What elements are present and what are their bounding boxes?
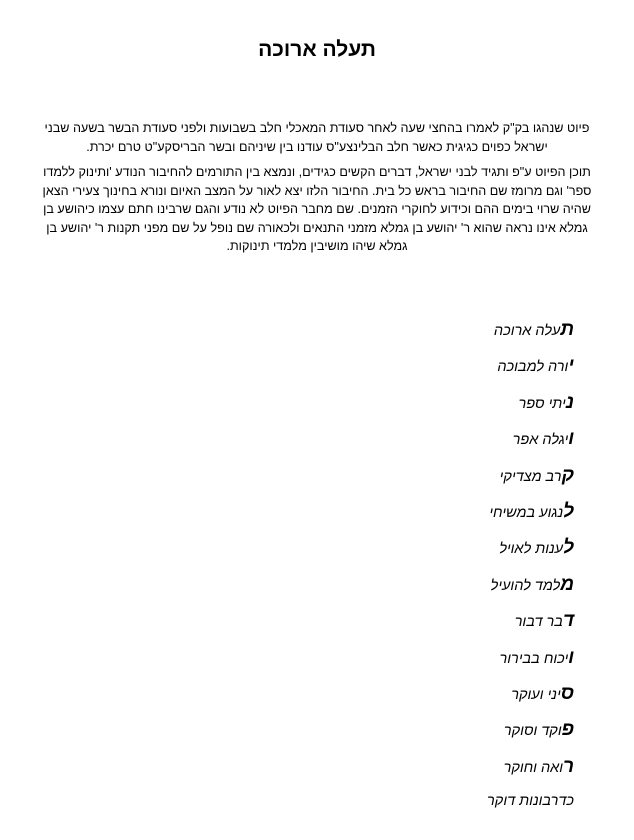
poem-line-text: ורה למבוכה [497,359,569,376]
poem-line-text: עלה ארוכה [493,323,561,339]
acrostic-letter: ד [562,610,574,632]
acrostic-letter: ת [560,319,574,340]
acrostic-letter: נ [565,391,574,413]
poem-line [274,530,574,566]
poem-line-text: בר דבור [514,614,563,631]
poem-line [274,785,574,815]
poem-line-text: יני ועוקר [511,686,561,703]
acrostic-letter: פ [561,719,574,741]
poem-line-text: ואה וחוקר [503,759,564,776]
poem-line-text: וקד וסוקר [503,723,562,740]
poem-line-text: רב מצדיקי [499,468,562,485]
intro-paragraph-1: פיוט שנהגו בק"ק לאמרו בהחצי שעה לאחר סעודת המאכלי חלב בשבועות ולפני סעודת הבשר בשעה שבני ישראל כפוים כגיגית כאשר חלב הבלינצע"ס עודנו בין שיניהם ובשר הבריסקע"ט טרם יכרת. [44,121,590,154]
poem-line [274,676,574,712]
poem-line [274,749,574,785]
acrostic-letter: ס [560,682,574,704]
poem-line-text: ענות לאויל [499,541,564,558]
page-title: תעלה ארוכה [258,38,376,61]
poem-line [274,567,574,603]
acrostic-letter: ל [563,537,574,559]
acrostic-letter: ר [563,755,574,777]
poem [274,312,574,815]
acrostic-letter: ו [568,646,574,668]
poem-line [274,458,574,494]
poem-line-text: יגלה אפר [512,432,569,449]
intro-text [36,119,598,263]
poem-line-text: נגוע במשיחי [489,504,564,521]
poem-line [274,640,574,676]
poem-line [274,603,574,639]
intro-paragraph-2: תוכן הפיוט ע"פ ותגיד לבני ישראל, דברים הקשים כגידים, ונמצא בין התורמים להחיבור הנודע 'ותינוק ללמדו ספר' וגם מרומז שם החיבור בראש כל בית. החיבור הלזו יצא לאור על המצב האיום ונורא בחינוך צעירי הצאן שהיה שרוי בימים ההם וכידוע לחוקרי הזמנים. שם מחבר הפיוט לא נודע והגם שרבינו חתם עצמו כיהושע בן גמלא אינו נראה שהוא ר' יהושע בן גמלא מזמני התנאים ולכאורה שם נופל על שם מפני תקנות ר' יהושע בן גמלא שיהו מושיבין מלמדי תינוקות. [42,165,592,253]
acrostic-letter: י [568,355,574,377]
poem-line [274,348,574,384]
acrostic-letter: ק [561,464,574,486]
poem-line-text: כדרבונות דוקר [487,793,574,810]
poem-line-text: יכוח בבירור [499,650,569,667]
poem-line [274,385,574,421]
poem-line [274,494,574,530]
poem-line-text: למד להועיל [490,577,561,594]
acrostic-letter: מ [560,573,574,595]
poem-line [274,421,574,457]
acrostic-letter: ו [568,428,574,450]
poem-line-text: יתי ספר [518,395,566,412]
poem-line [274,712,574,748]
acrostic-letter: ל [563,500,574,522]
poem-line [274,312,574,348]
